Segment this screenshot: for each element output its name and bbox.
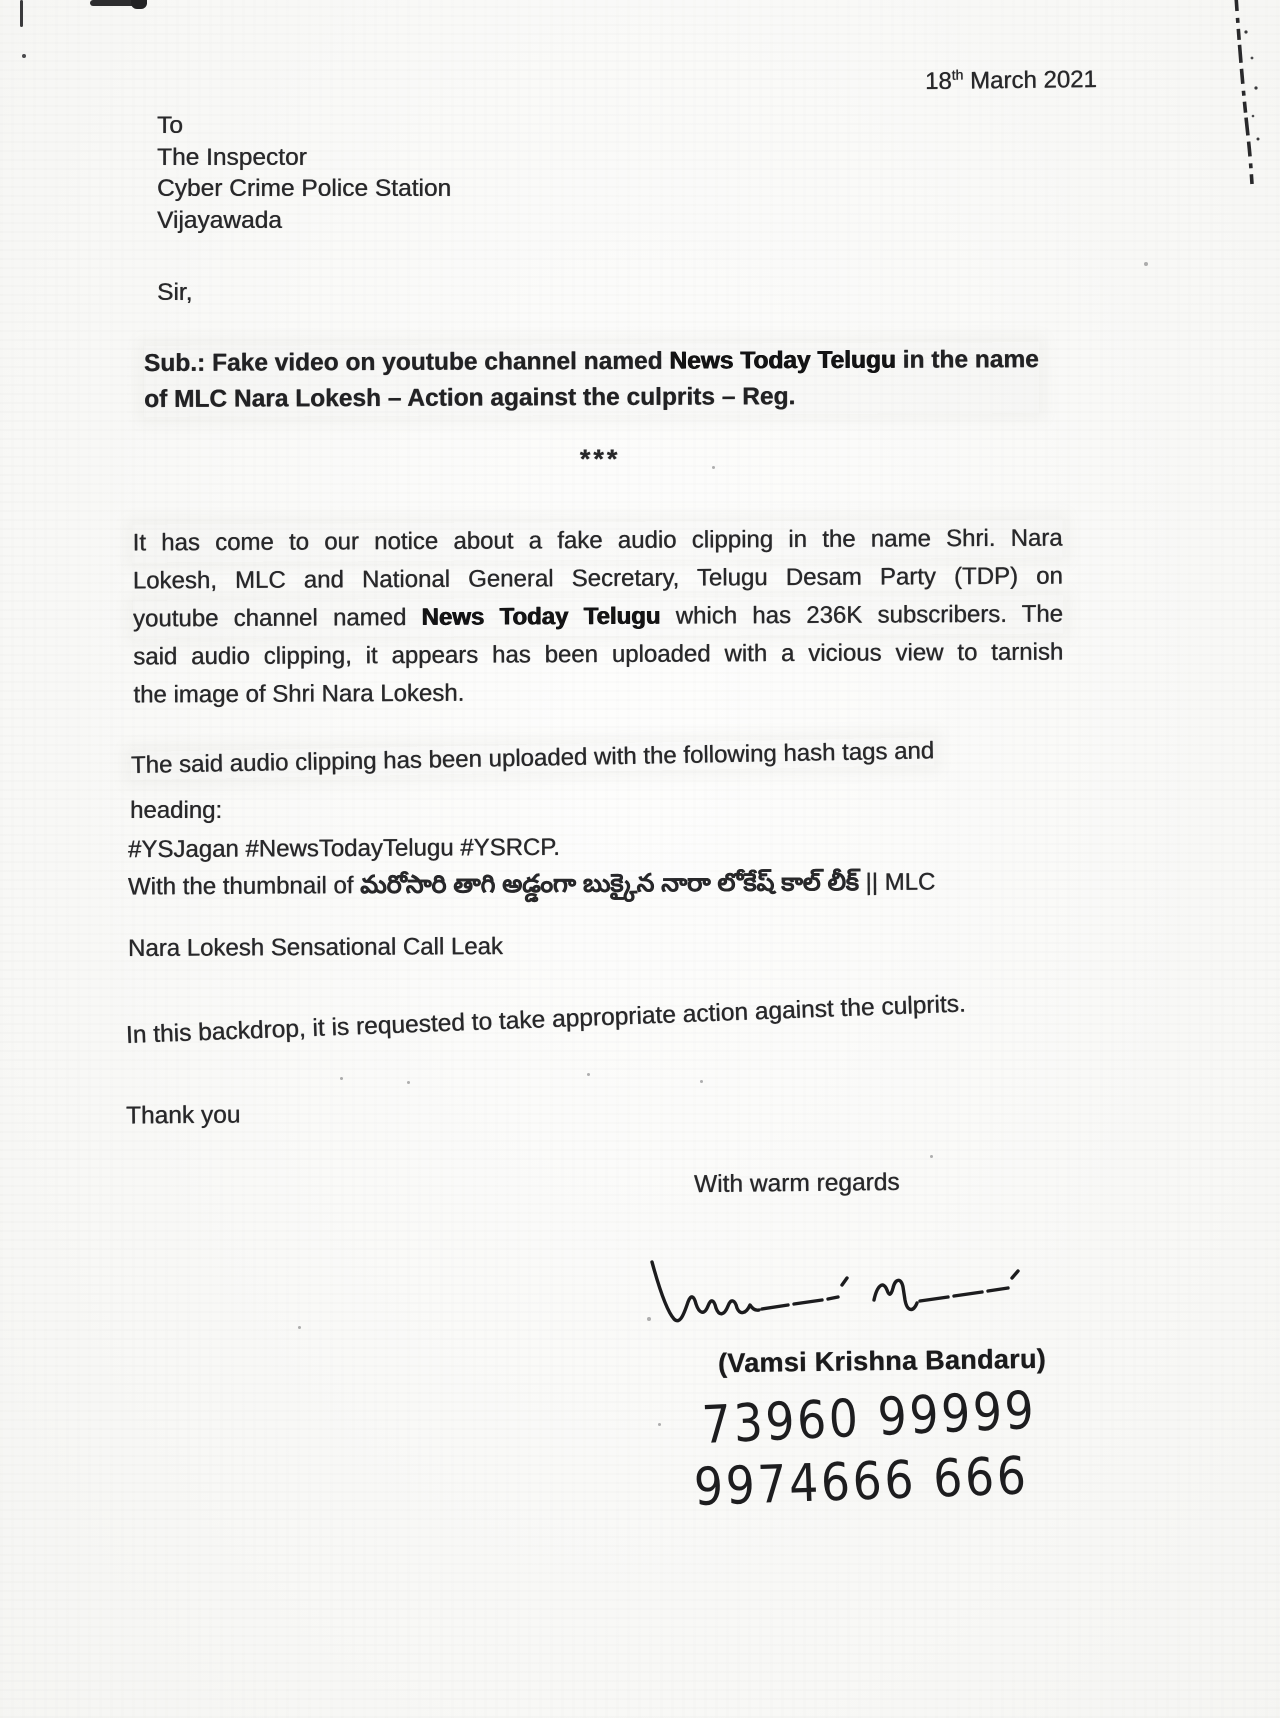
paragraph-1-line-4: said audio clipping, it appears has been uploaded with a vicious view to tarnish <box>133 638 1064 671</box>
date-day: 18 <box>924 67 952 96</box>
signatory-name: (Vamsi Krishna Bandaru) <box>717 1343 1047 1379</box>
recipient-address-block <box>157 110 451 236</box>
letter-date <box>925 65 1097 96</box>
scan-speck <box>658 1423 661 1426</box>
thumbnail-telugu-title: మరోసారి తాగి అడ్డంగా బుక్కైన నారా లోకేష్ కాల్ లీక్ <box>360 868 859 900</box>
address-line: Vijayawada <box>157 206 282 234</box>
paragraph-2-line-1: The said audio clipping has been uploaded with the following hash tags and <box>130 737 935 779</box>
scan-speck <box>407 1081 410 1084</box>
subject-block <box>144 342 1039 417</box>
scan-artifact-vertical-line <box>20 0 23 27</box>
thumbnail-line <box>128 868 935 908</box>
paragraph-1-line-3 <box>133 596 1063 639</box>
scan-artifact-top-bar-blob <box>131 0 147 9</box>
paragraph-1-line-5: the image of Shri Nara Lokesh. <box>133 679 465 709</box>
line3-suffix: which has 236K subscribers. The <box>660 600 1064 630</box>
subject-suffix: in the name <box>895 346 1039 374</box>
paragraph-1 <box>133 520 1064 715</box>
phone-number-2: 9974666 666 <box>692 1446 1030 1518</box>
date-month-year: March 2021 <box>963 65 1097 95</box>
hashtags-line: #YSJagan #NewsTodayTelugu #YSRCP. <box>127 833 560 864</box>
thumbnail-line-english: Nara Lokesh Sensational Call Leak <box>127 933 503 962</box>
paragraph-1-line-1: It has come to our notice about a fake audio clipping in the name Shri. Nara <box>133 520 1063 563</box>
subject-line-1 <box>144 342 1039 381</box>
address-line: The Inspector <box>157 143 307 171</box>
warm-regards-line: With warm regards <box>693 1168 900 1199</box>
handwritten-signature <box>636 1256 1036 1348</box>
scan-speck <box>700 1080 703 1083</box>
scan-speck <box>340 1077 343 1080</box>
subject-prefix: Sub.: Fake video on youtube channel named <box>143 347 670 377</box>
line3-prefix: youtube channel named <box>132 603 422 633</box>
line3-channel-name: News Today Telugu <box>421 602 661 631</box>
thumbnail-prefix: With the thumbnail of <box>127 872 361 901</box>
request-line: In this backdrop, it is requested to take appropriate action against the culprits. <box>125 990 967 1049</box>
scan-artifact-right-streak <box>1222 0 1268 186</box>
paragraph-1-line-2: Lokesh, MLC and National General Secretary, Telugu Desam Party (TDP) on <box>132 562 1063 595</box>
subject-line-2: of MLC Nara Lokesh – Action against the culprits – Reg. <box>144 382 796 413</box>
phone-number-1: 73960 99999 <box>700 1380 1038 1456</box>
scan-speck <box>587 1073 590 1076</box>
scan-artifact-dot <box>22 54 26 58</box>
scan-speck <box>930 1155 933 1158</box>
greeting-sir: Sir, <box>157 279 193 306</box>
date-ordinal-suffix: th <box>951 66 964 83</box>
address-line: Cyber Crime Police Station <box>157 175 452 202</box>
separator-stars: *** <box>579 444 621 474</box>
thank-you-line: Thank you <box>125 1101 241 1130</box>
scan-speck <box>298 1326 301 1329</box>
scan-speck <box>1144 262 1148 266</box>
address-to: To <box>157 112 183 139</box>
paragraph-2-heading-label: heading: <box>130 797 223 824</box>
thumbnail-suffix: || MLC <box>858 868 936 897</box>
subject-channel-name: News Today Telugu <box>669 346 896 375</box>
